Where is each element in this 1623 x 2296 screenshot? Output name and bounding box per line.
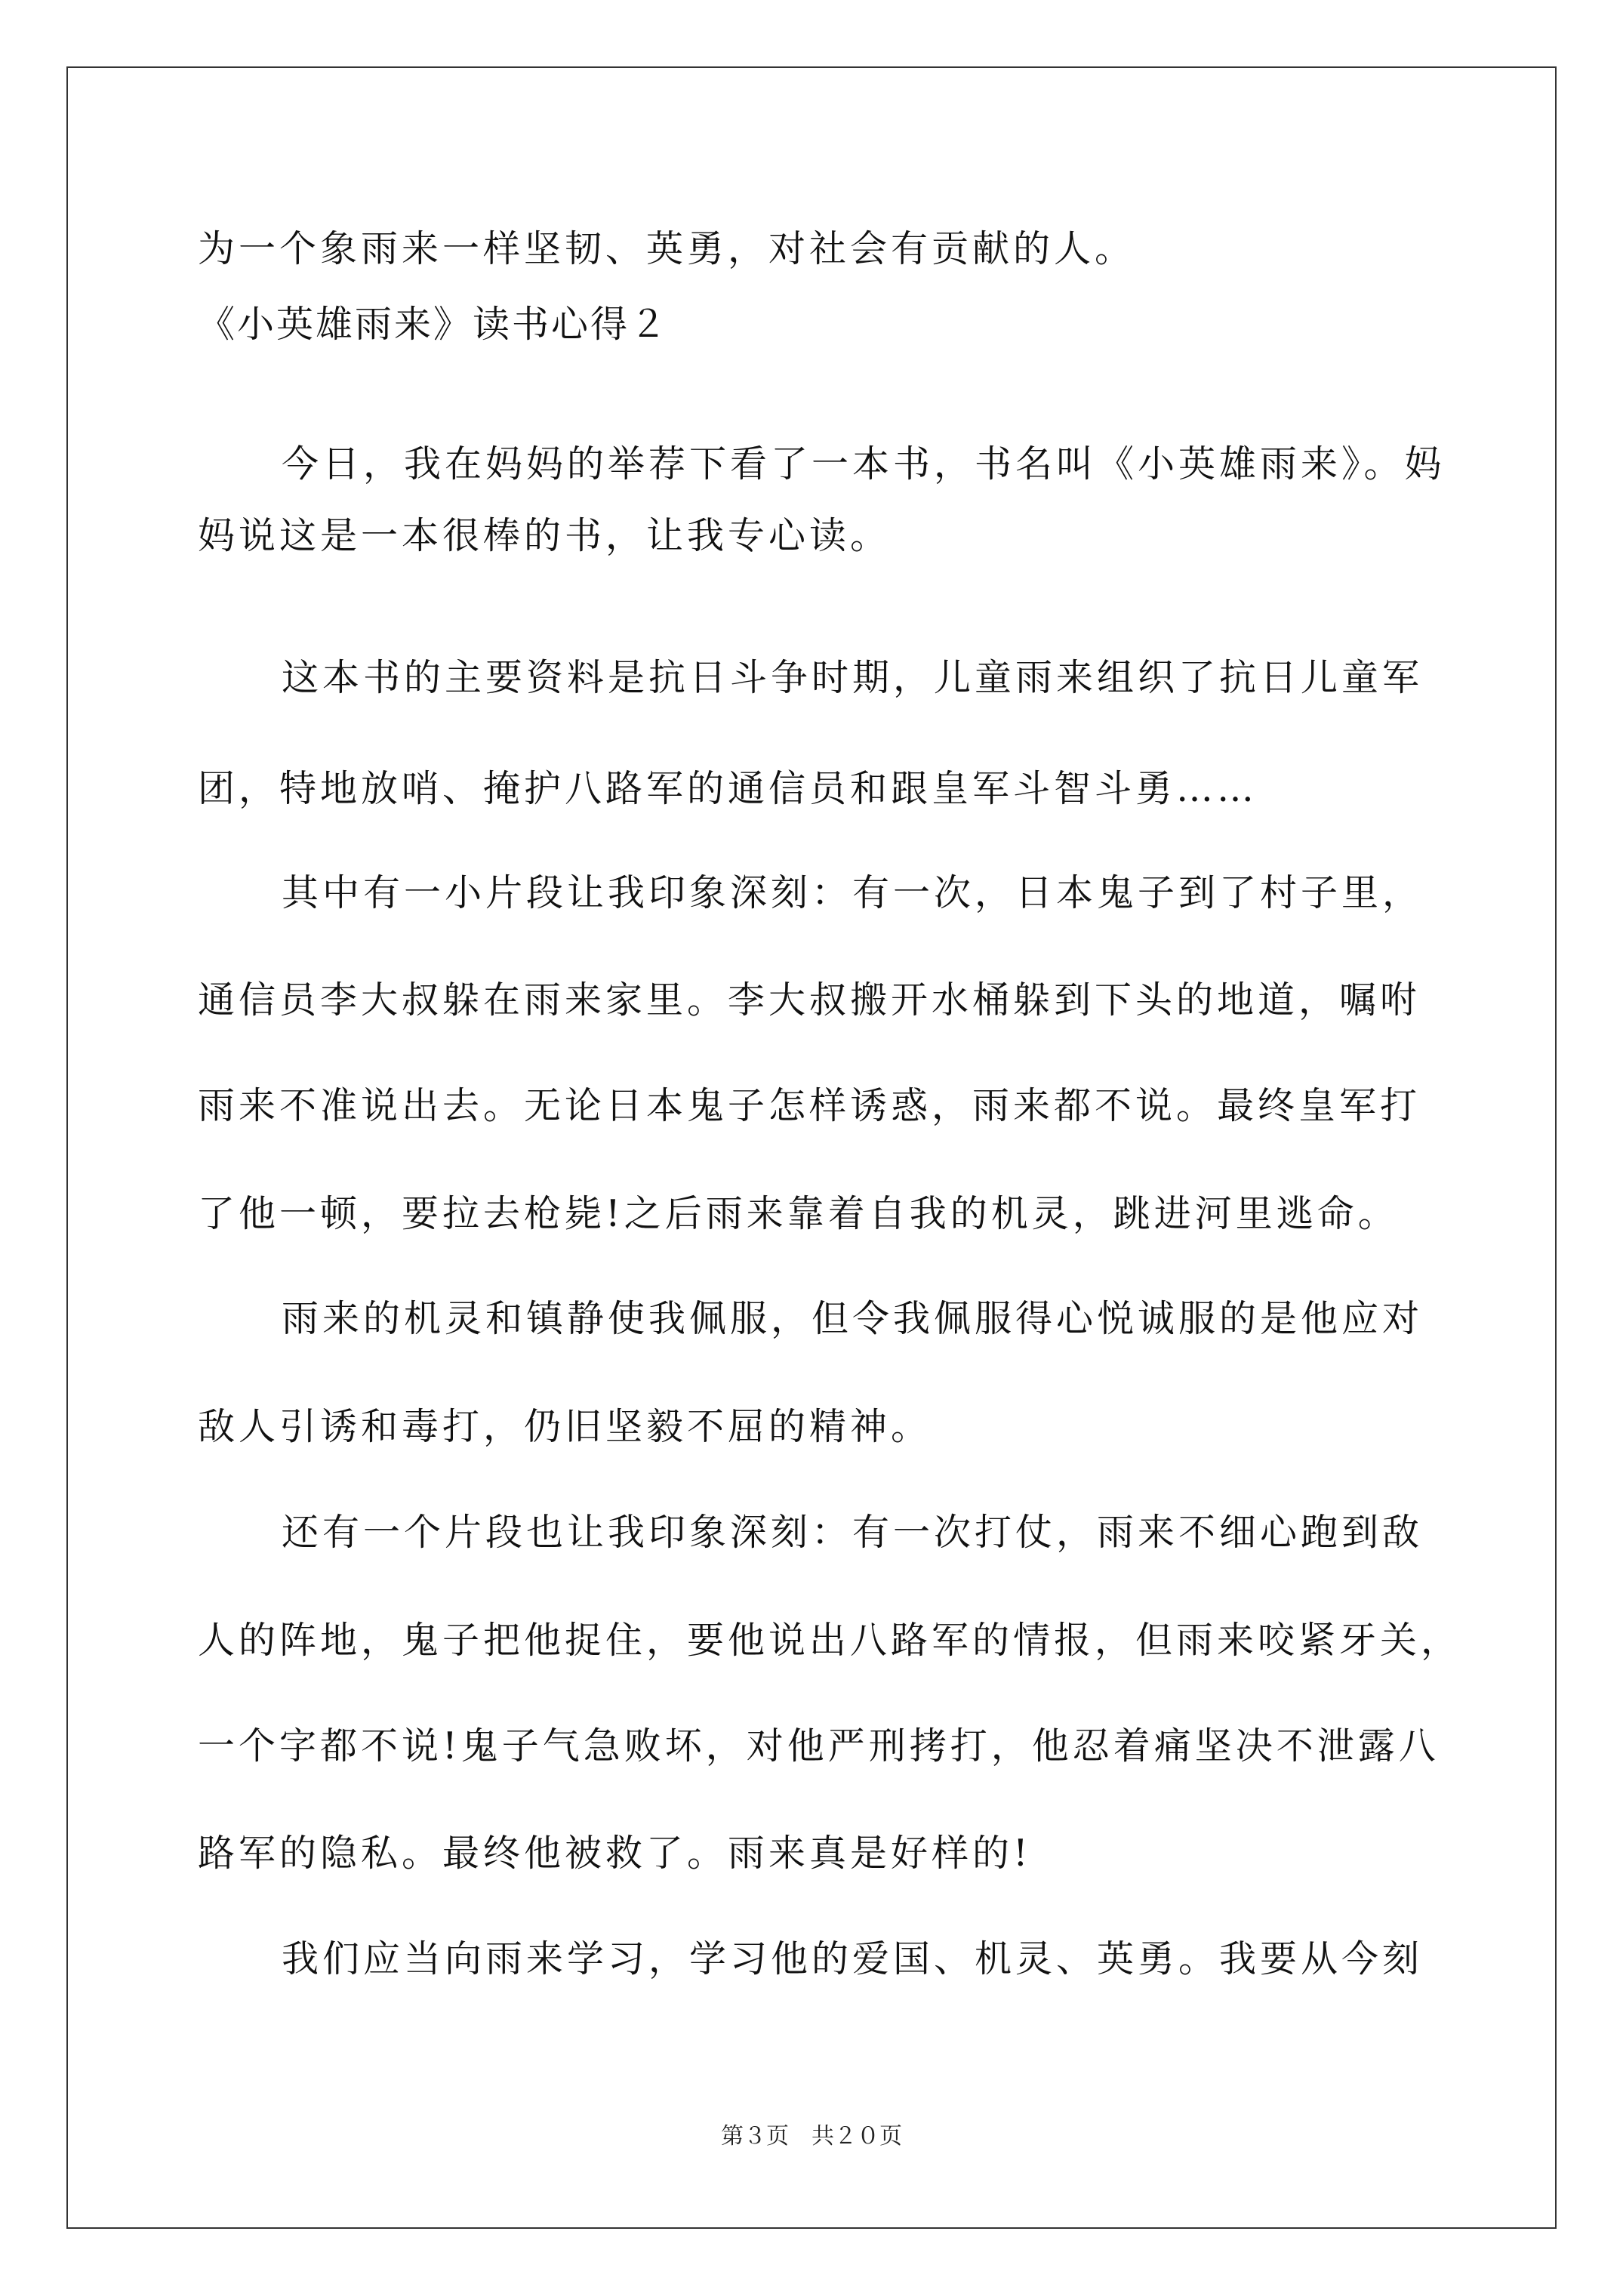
page-number: 第３页 [721,2123,789,2150]
text-line: 我们应当向雨来学习，学习他的爱国、机灵、英勇。我要从今刻 [282,1937,1424,1980]
text-line: 今日，我在妈妈的举荐下看了一本书，书名叫《小英雄雨来》。妈 [282,442,1446,485]
text-line: 团，特地放哨、掩护八路军的通信员和跟皇军斗智斗勇…… [198,767,1258,810]
text-line: 人的阵地，鬼子把他捉住，要他说出八路军的情报，但雨来咬紧牙关， [198,1619,1462,1662]
text-line: 这本书的主要资料是抗日斗争时期，儿童雨来组织了抗日儿童军 [282,656,1424,699]
text-line: 还有一个片段也让我印象深刻：有一次打仗，雨来不细心跑到敌 [282,1511,1424,1554]
text-line: 雨来的机灵和镇静使我佩服，但令我佩服得心悦诚服的是他应对 [282,1297,1424,1340]
text-line: 妈说这是一本很棒的书，让我专心读。 [198,514,892,557]
page-footer [0,2122,1623,2152]
text-line: 敌人引诱和毒打，仍旧坚毅不屈的精神。 [198,1405,932,1448]
text-line: 其中有一小片段让我印象深刻：有一次，日本鬼子到了村子里， [282,871,1424,914]
text-line: 雨来不准说出去。无论日本鬼子怎样诱惑，雨来都不说。最终皇军打 [198,1084,1421,1127]
text-line: 了他一顿，要拉去枪毙!之后雨来靠着自我的机灵，跳进河里逃命。 [198,1192,1399,1235]
text-line: 路军的隐私。最终他被救了。雨来真是好样的! [198,1832,1032,1875]
page-total: 共２０页 [812,2123,902,2150]
text-line: 一个字都不说!鬼子气急败坏，对他严刑拷打，他忍着痛坚决不泄露八 [198,1724,1440,1767]
section-title: 《小英雄雨来》读书心得２ [198,303,670,346]
page-border [66,66,1557,2229]
text-line: 通信员李大叔躲在雨来家里。李大叔搬开水桶躲到下头的地道，嘱咐 [198,978,1421,1022]
text-line: 为一个象雨来一样坚韧、英勇，对社会有贡献的人。 [198,227,1136,270]
